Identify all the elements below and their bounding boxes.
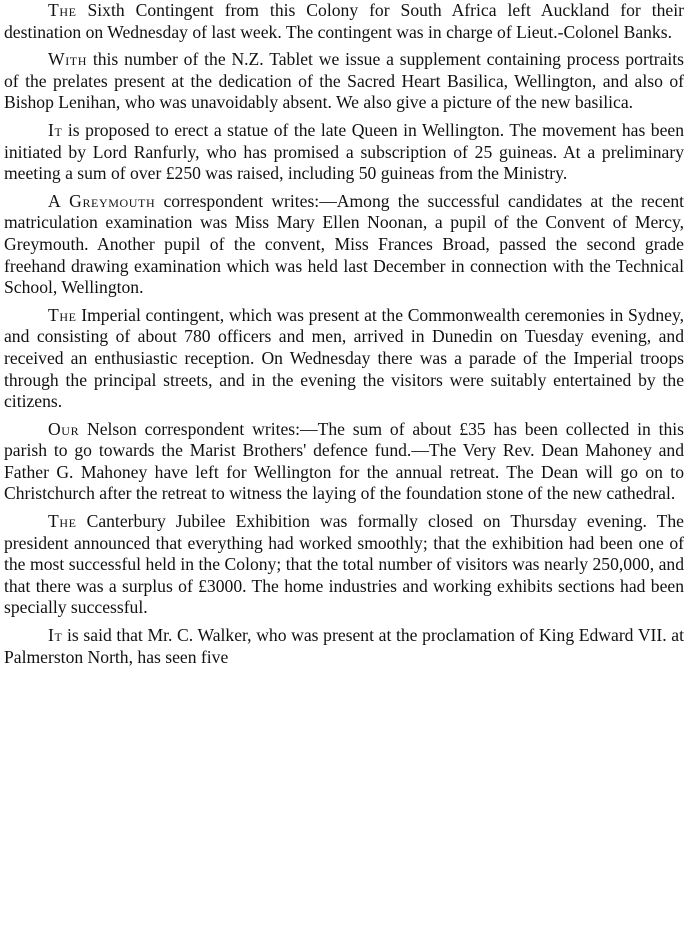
paragraph-text: Nelson correspondent writes:—The sum of about £35 has been collected in this parish to go towards the Marist Brothers' defence fund.—The Very Rev. Dean Mahoney and Father G. Mahoney have left for Wellington for the annual retreat. The Dean will go on to Christchurch after the retreat to witness the laying of the foundation stone of the new cathedral. — [4, 418, 684, 504]
paragraph-lead: With — [48, 49, 87, 70]
paragraph-greymouth — [4, 191, 684, 299]
paragraph-contingent — [4, 0, 684, 43]
paragraph-supplement — [4, 49, 684, 114]
paragraph-lead: It — [48, 625, 63, 646]
paragraph-imperial-contingent — [4, 305, 684, 413]
paragraph-text: this number of the N.Z. Tablet we issue a supplement containing process portraits of the prelates present at the dedication of the Sacred Heart Basilica, Wellington, and also of Bishop Lenihan, who was unavoidably absent. We also give a picture of the new basilica. — [4, 49, 684, 113]
paragraph-text: Sixth Contingent from this Colony for South Africa left Auckland for their destination on Wednesday of last week. The contingent was in charge of Lieut.-Colonel Banks. — [4, 0, 684, 42]
paragraph-text: correspondent writes:—Among the successful candidates at the recent matriculation examination was Miss Mary Ellen Noonan, a pupil of the Convent of Mercy, Greymouth. Another pupil of the convent, Miss Frances Broad, passed the second grade freehand drawing examination which was held last December in connection with the Technical School, Wellington. — [4, 190, 685, 298]
paragraph-lead: The — [48, 0, 77, 20]
paragraph-lead: Our — [48, 418, 80, 439]
paragraph-exhibition — [4, 511, 684, 619]
paragraph-text: Imperial contingent, which was present at the Commonwealth ceremonies in Sydney, and consisting of about 780 officers and men, arrived in Dunedin on Tuesday evening, and received an enthusiastic reception. On Wednesday there was a parade of the Imperial troops through the principal streets, and in the evening the visitors were suitably entertained by the citizens. — [4, 304, 684, 412]
newspaper-column — [4, 0, 684, 674]
paragraph-lead: A Greymouth — [48, 190, 156, 211]
paragraph-lead: The — [48, 511, 77, 532]
paragraph-text: is said that Mr. C. Walker, who was present at the proclamation of King Edward VII. at Palmerston North, has seen five — [4, 625, 684, 667]
paragraph-lead: The — [48, 304, 77, 325]
paragraph-statue — [4, 120, 684, 185]
paragraph-nelson — [4, 419, 684, 505]
paragraph-walker — [4, 625, 684, 668]
paragraph-text: is proposed to erect a statue of the late Queen in Wellington. The movement has been initiated by Lord Ranfurly, who has promised a subscription of 25 guineas. At a preliminary meeting a sum of over £250 was raised, including 50 guineas from the Ministry. — [4, 119, 684, 184]
paragraph-text: Canterbury Jubilee Exhibition was formally closed on Thursday evening. The president announced that everything had worked smoothly; that the exhibition had been one of the most successful held in the Colony; that the total number of visitors was nearly 250,000, and that there was a surplus of £3000. The home industries and working exhibits sections had been specially successful. — [4, 511, 684, 618]
paragraph-lead: It — [48, 119, 63, 140]
